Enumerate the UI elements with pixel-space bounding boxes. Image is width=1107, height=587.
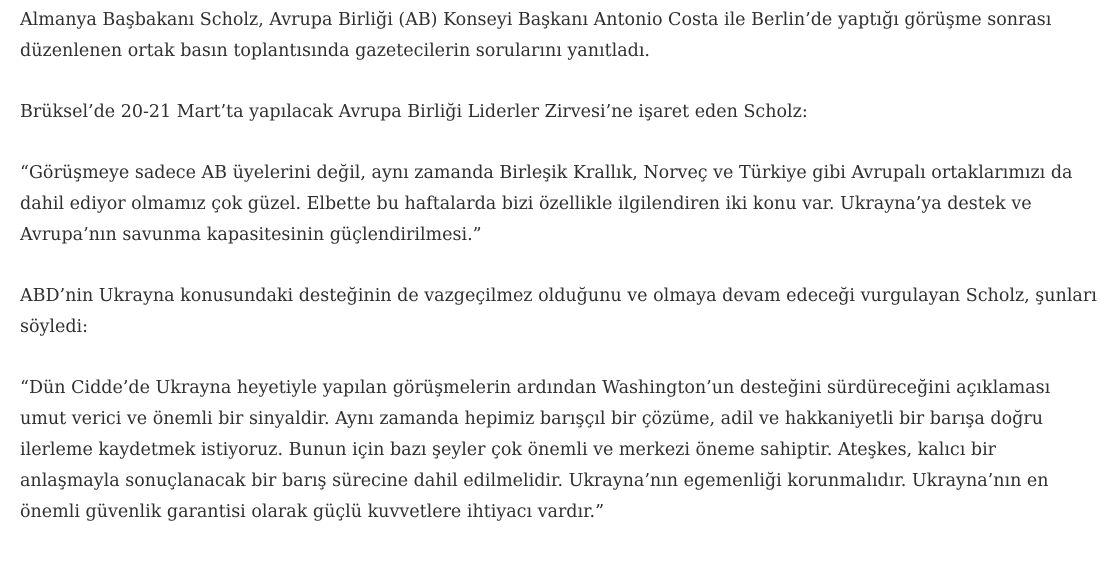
paragraph-summit: Brüksel’de 20-21 Mart’ta yapılacak Avrupa Birliği Liderler Zirvesi’ne işaret eden Scholz: — [20, 102, 808, 122]
paragraph-quote-partners: “Görüşmeye sadece AB üyelerini değil, aynı zamanda Birleşik Krallık, Norveç ve Türkiye gibi Avrupalı ortaklarımızı da dahil ediyor olmamız çok güzel. Elbette bu haftalarda bizi özellikle ilgilendiren iki konu var. Ukrayna’ya destek ve Avrupa’nın savunma kapasitesinin güçlendirilmesi.” — [20, 163, 1073, 245]
paragraph-intro: Almanya Başbakanı Scholz, Avrupa Birliği (AB) Konseyi Başkanı Antonio Costa ile Berlin’de yaptığı görüşme sonrası düzenlenen ortak basın toplantısında gazetecilerin sorularını yanıtladı. — [20, 10, 1052, 61]
paragraph-quote-peace: “Dün Cidde’de Ukrayna heyetiyle yapılan görüşmelerin ardından Washington’un desteğini sürdüreceğini açıklaması umut verici ve önemli bir sinyaldir. Aynı zamanda hepimiz barışçıl bir çözüme, adil ve hakkaniyetli bir barışa doğru ilerleme kaydetmek istiyoruz. Bunun için bazı şeyler çok önemli ve merkezi öneme sahiptir. Ateşkes, kalıcı bir anlaşmayla sonuçlanacak bir barış sürecine dahil edilmelidir. Ukrayna’nın egemenliği korunmalıdır. Ukrayna’nın en önemli güvenlik garantisi olarak güçlü kuvvetlere ihtiyacı vardır.” — [20, 378, 1051, 522]
paragraph-us-support: ABD’nin Ukrayna konusundaki desteğinin de vazgeçilmez olduğunu ve olmaya devam edeceği vurgulayan Scholz, şunları söyledi: — [20, 286, 1097, 337]
article-body — [20, 5, 1100, 528]
